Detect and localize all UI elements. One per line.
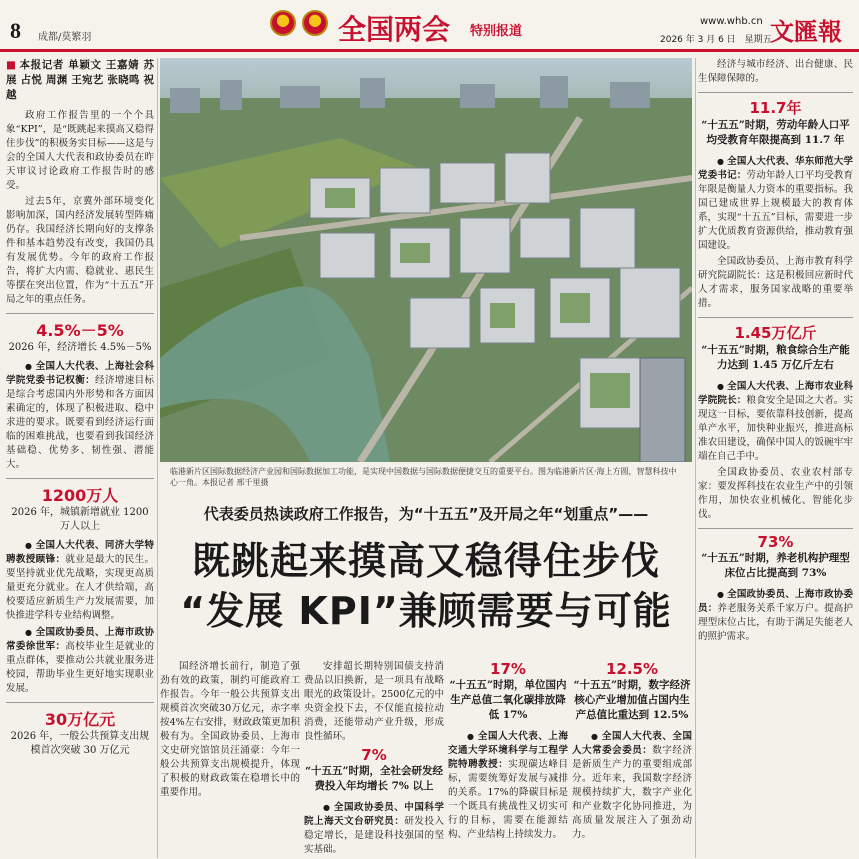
newspaper-logo: 文匯報 <box>770 17 842 46</box>
stat-number: 30万亿元 <box>44 710 116 729</box>
stat-caption: “十五五”时期，单位国内生产总值二氧化碳排放降低 17% <box>449 679 567 721</box>
quote: 高校毕业生是就业的重点群体，要推动公共就业服务进校园，帮助毕业生更好地实现职业发展。 <box>6 641 154 694</box>
article-column-3 <box>448 660 568 859</box>
article-column-4 <box>572 660 692 859</box>
stat-number: 17% <box>490 660 526 678</box>
speaker: ● 全国人大代表、上海市农业科学院院长： <box>698 381 853 406</box>
speaker: ● 全国政协委员、上海市政协委员： <box>698 589 853 614</box>
national-emblem-icon <box>270 10 296 36</box>
speaker: ● 全国人大代表、华东师范大学党委书记： <box>698 156 853 181</box>
aerial-photo-illustration <box>160 58 692 462</box>
stat-caption: 2026 年，一般公共预算支出规模首次突破 30 万亿元 <box>10 731 150 756</box>
column-divider <box>695 58 696 858</box>
stat-number: 7% <box>361 746 387 764</box>
stat-block-grain <box>698 317 853 373</box>
stat-caption: “十五五”时期，数字经济核心产业增加值占国内生产总值比重达到 12.5% <box>573 679 691 721</box>
headline-kicker: 代表委员热读政府工作报告，为“十五五”及开局之年“划重点”—— <box>203 505 649 523</box>
headline-line-1: 既跳起来摸高又稳得住步伐 <box>191 539 660 583</box>
quote: 经济增速目标是综合考虑国内外形势和各方面因素确定的，体现了积极进取、稳中求进的要求。既要看到经济运行面临的困难挑战，也要看到我国经济基础稳、优势多、韧性强、潜能大。 <box>6 375 154 470</box>
quote: 养老服务关系千家万户。提高护理型床位占比，有助于满足失能老人的照护需求。 <box>698 603 853 642</box>
column-divider <box>157 58 158 858</box>
speaker: ● 全国人大代表、上海交通大学环境科学与工程学院特聘教授： <box>448 731 568 770</box>
aerial-photo <box>160 58 692 462</box>
quote: 实现碳达峰目标，需要统筹好发展与减排的关系。17%的降碳目标是一个既具有挑战性又切实可行的目标，需要在能源结构、产业结构上持续发力。 <box>448 759 568 840</box>
website: www.whb.cn <box>700 16 763 27</box>
byline: ■ 本报记者 单颖文 王嘉婧 苏展 占悦 周渊 王宛艺 张晓鸣 祝越 <box>6 58 154 103</box>
intro-paragraph-2: 过去5年，京冀外部环境变化影响加深，国内经济发展转型阵痛仍存。我国经济长期向好的支撑条件和基本趋势没有改变，我国仍具有发展优势。今年的政府工作报告，将扩大内需、稳就业、惠民生等摆在突出位置，作为“十五五”开局之年的重点任务。 <box>6 196 154 305</box>
section-title: 全国两会 <box>338 13 451 46</box>
headline-line-2: “发展 KPI”兼顾需要与可能 <box>180 589 672 633</box>
photo-caption: 临港新片区国际数据经济产业园和国际数据加工功能，是实现中国数据与国际数据便捷交互的重要平台。图为临港新片区·海上方圆，智慧科技中心一角。本报记者 邢千里摄 <box>170 467 677 487</box>
paragraph: 全国政协委员、上海市教育科学研究院副院长：这是积极回应新时代人才需求，服务国家战略的重要举措。 <box>698 256 853 309</box>
stat-block-elderly-care <box>698 528 853 581</box>
paragraph: 国经济增长前行，制造了强劲有效的政策，制约可能政府工作报告。今年一般公共预算支出规模首次突破30万亿元，赤字率按4%左右安排，财政政策更加积极有为。全国政协委员、上海市文史研究馆馆员汪涌豪：今年一般公共预算支出规模提升，体现了积极的财政政策在稳增长中的重要作用。 <box>160 661 300 798</box>
stat-number: 1.45万亿斤 <box>734 324 817 342</box>
left-column <box>6 58 154 858</box>
publish-date: 2026 年 3 月 6 日 星期五 <box>660 35 772 45</box>
quote: 劳动年龄人口平均受教育年限是衡量人力资本的重要指标。我国已建成世界上规模最大的教育体系，实现“十五五”目标，需要进一步扩大优质教育资源供给，推动教育强国建设。 <box>698 170 853 251</box>
stat-number: 12.5% <box>605 660 659 678</box>
stat-number: 4.5%－5% <box>36 321 124 340</box>
stat-number: 1200万人 <box>41 486 119 505</box>
quote: 数字经济是新质生产力的重要组成部分。近年来，我国数字经济规模持续扩大，数字产业化和产业数字化协同推进，为高质量发展注入了强劲动力。 <box>572 745 692 840</box>
stat-number: 73% <box>757 533 794 551</box>
stat-caption: “十五五”时期，劳动年龄人口平均受教育年限提高到 11.7 年 <box>701 119 850 146</box>
paragraph: 全国政协委员、农业农村部专家：要发挥科技在农业生产中的引领作用，加快农业机械化、智能化步伐。 <box>698 467 853 520</box>
speaker: ● 全国人大代表、全国人大常委会委员： <box>572 731 692 756</box>
cppcc-emblem-icon <box>302 10 328 36</box>
stat-number: 11.7年 <box>749 99 802 117</box>
masthead <box>0 0 859 52</box>
article-column-1 <box>160 660 300 859</box>
paragraph: 安排超长期特别国债支持消费品以旧换新，是一项具有战略眼光的政策设计。2500亿元的中央资金投下去，不仅能直接拉动消费，还能带动产业升级，形成良性循环。 <box>304 661 444 742</box>
page-number: 8 <box>10 18 21 43</box>
stat-caption: 2026 年，经济增长 4.5%－5% <box>8 342 152 353</box>
quote: 就业是最大的民生。要坚持就业优先战略，实现更高质量更充分就业。在人才供给端，高校要适应新质生产力发展需要，加快推进学科专业结构调整。 <box>6 554 154 621</box>
stat-caption: “十五五”时期，全社会研发经费投入年均增长 7% 以上 <box>304 765 444 792</box>
stat-block-growth <box>6 313 154 355</box>
speaker: ● 全国人大代表、上海社会科学院党委书记权衡： <box>6 361 154 386</box>
stat-block-budget <box>6 702 154 758</box>
stat-block-employment <box>6 478 154 534</box>
quote: 粮食安全是国之大者。实现这一目标，要依靠科技创新，提高单产水平，加快种业振兴，推进高标准农田建设，确保中国人的饭碗牢牢端在自己手中。 <box>698 395 853 462</box>
right-column <box>698 58 853 858</box>
paragraph: 经济与城市经济、出台健康、民生保障保障的。 <box>698 59 853 84</box>
stat-block-education <box>698 92 853 148</box>
stat-caption: “十五五”时期，粮食综合生产能力达到 1.45 万亿斤左右 <box>701 344 850 371</box>
article-column-2 <box>304 660 444 859</box>
speaker: ● 全国人大代表、同济大学特聘教授顾锋： <box>6 540 154 565</box>
page-meta: 成都/莫繁羽 <box>38 32 92 43</box>
intro-paragraph: 政府工作报告里的一个个具象“KPI”，是“既跳起来摸高又稳得住步伐”的积极务实目标——这是与会的全国人大代表和政协委员在昨天审议讨论政府工作报告时的感受。 <box>6 110 154 191</box>
speaker: ● 全国政协委员、中国科学院上海天文台研究员： <box>304 802 444 827</box>
stat-caption: “十五五”时期，养老机构护理型床位占比提高到 73% <box>701 552 850 579</box>
stat-caption: 2026 年，城镇新增就业 1200 万人以上 <box>11 507 149 532</box>
section-subtitle: 特别报道 <box>470 24 523 39</box>
quote: 研发投入稳定增长，是建设科技强国的坚实基础。 <box>304 816 444 855</box>
speaker: ● 全国政协委员、上海市政协常委徐世军： <box>6 627 154 652</box>
